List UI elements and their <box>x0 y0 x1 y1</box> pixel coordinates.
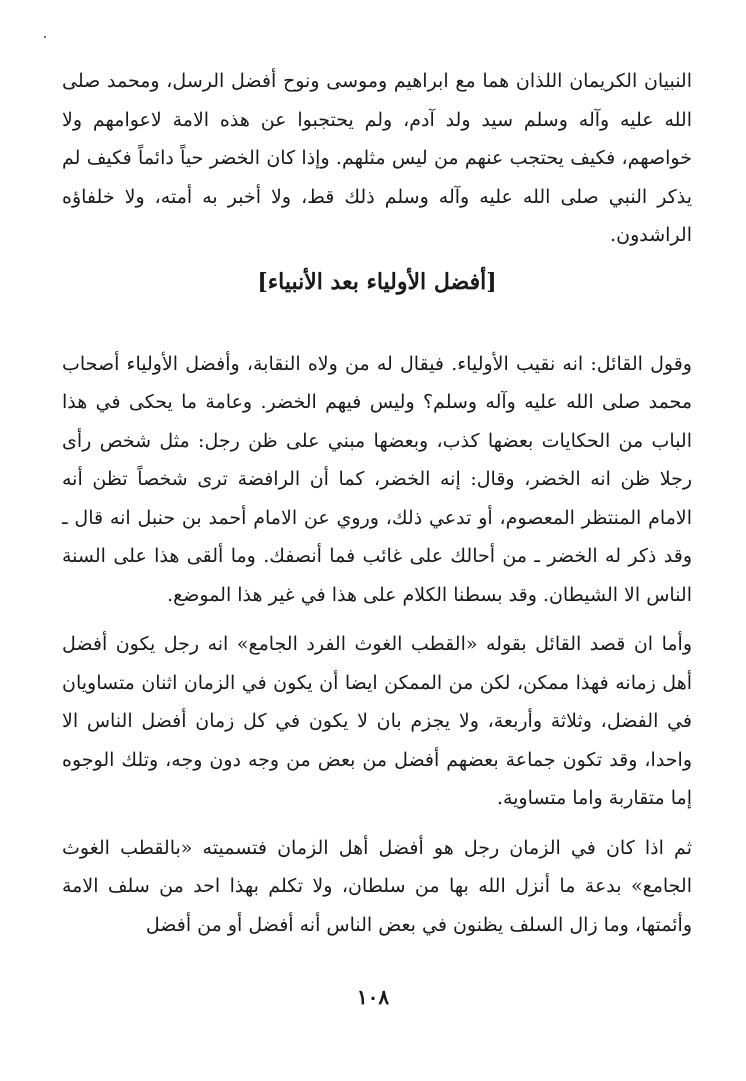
paragraph-2: وأما ان قصد القائل بقوله «القطب الغوث الفرد الجامع» انه رجل يكون أفضل أهل زمانه فهذا ممكن، لكن من الممكن ايضا أن يكون في الزمان اثنان متساويان في الفضل، وثلاثة وأربعة، ولا يجزم بان لا يكون في كل زمان أفضل الناس الا واحدا، وقد تكون جماعة بعضهم أفضل من بعض من وجه دون وجه، وتلك الوجوه إما متقاربة واما متساوية. <box>62 633 692 809</box>
paragraph-3: ثم اذا كان في الزمان رجل هو أفضل أهل الزمان فتسميته «بالقطب الغوث الجامع» بدعة ما أنزل الله بها من سلطان، ولا تكلم بهذا احد من سلف الامة وأئمتها، وما زال السلف يظنون في بعض الناس أنه أفضل أو من أفضل <box>62 836 692 936</box>
page-number: ١٠٨ <box>356 985 390 1009</box>
section-heading: [أفضل الأولياء بعد الأنبياء] <box>257 268 497 295</box>
paragraph-1: وقول القائل: انه نقيب الأولياء. فيقال له من ولاه النقابة، وأفضل الأولياء أصحاب محمد صلى الله عليه وآله وسلم؟ وليس فيهم الخضر. وعامة ما يحكى في هذا الباب من الحكايات بعضها كذب، وبعضها مبني على ظن رجل: مثل شخص رأى رجلا ظن انه الخضر، وقال: إنه الخضر، كما أن الرافضة ترى شخصاً تظن أنه الامام المنتظر المعصوم، أو تدعي ذلك، وروي عن الامام أحمد بن حنبل انه قال ـ وقد ذكر له الخضر ـ من أحالك على غائب فما أنصفك. وما ألقى هذا على السنة الناس الا الشيطان. وقد بسطنا الكلام على هذا في غير هذا الموضع. <box>62 352 693 606</box>
intro-paragraph: النبيان الكريمان اللذان هما مع ابراهيم وموسى ونوح أفضل الرسل، ومحمد صلى الله عليه وآله وسلم سيد ولد آدم، ولم يحتجبوا عن هذه الامة لاعوامهم ولا خواصهم، فكيف يحتجب عنهم من ليس مثلهم. وإذا كان الخضر حياً دائماً فكيف لم يذكر النبي صلى الله عليه وآله وسلم ذلك قط، ولا أخبر به أمته، ولا خلفاؤه الراشدون. <box>62 70 692 246</box>
scan-speck <box>44 36 46 38</box>
page-body <box>62 62 692 944</box>
